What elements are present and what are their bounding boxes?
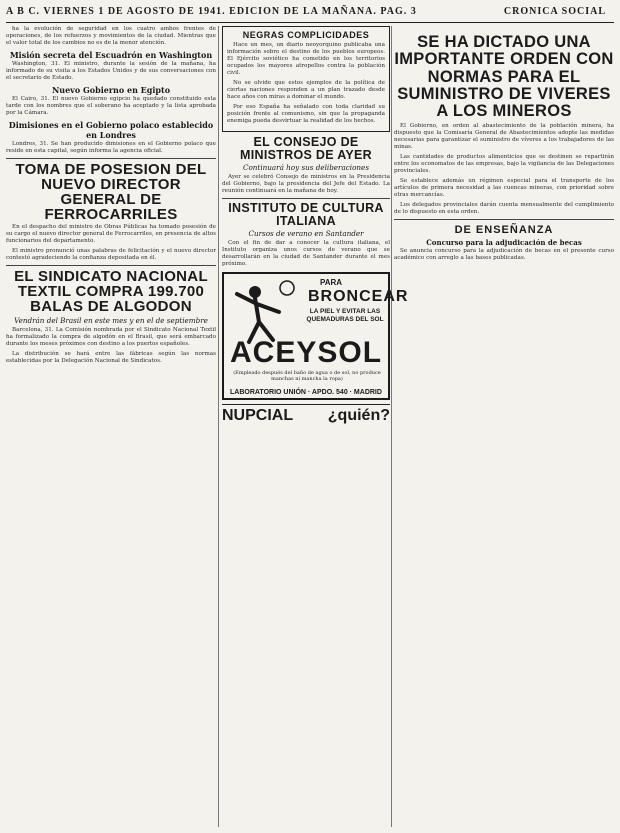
divider	[6, 265, 216, 266]
article-subhead: Misión secreta del Escuadrón en Washington	[9, 50, 213, 60]
article-text: Washington, 31. El ministro, durante la sesión de la mañana, ha informado de su visita a los Estados Unidos y de sus conversaciones con el secretario de Estado.	[6, 61, 216, 81]
article-text: Hace un mes, un diario neoyorquino publicaba una información sobre el destino de los pueblos europeos. El Ejército soviético ha cometido en los territorios ocupados los mayores atropellos contra la población civil.	[227, 42, 385, 76]
column-middle	[222, 26, 409, 827]
divider	[222, 198, 390, 199]
article-text: El Gobierno, en orden al abastecimiento de la población minera, ha dispuesto que la Comisaría General de Abastecimientos adopte las medidas necesarias para garantizar el suministro de víveres a los trabajadores de las minas.	[394, 122, 614, 150]
headline-sindicato-textil: EL SINDICATO NACIONAL TEXTIL COMPRA 199.700 BALAS DE ALGODON	[14, 268, 208, 315]
nupcial-right: ¿quién?	[327, 407, 390, 424]
headline-mineros: SE HA DICTADO UNA IMPORTANTE ORDEN CON NORMAS PARA EL SUMINISTRO DE VIVERES A LOS MINEROS	[394, 33, 614, 121]
aceysol-advertisement	[222, 272, 409, 400]
nupcial-advertisement	[222, 404, 390, 425]
header-section: CRONICA SOCIAL	[503, 6, 606, 17]
page-header	[6, 6, 614, 22]
article-text: Por eso España ha señalado con toda claridad su posición frente al comunismo, sin que la propaganda enemiga pueda desvirtuar la realidad de los hechos.	[227, 104, 385, 124]
article-subtitle: Cursos de verano en Santander	[248, 229, 364, 238]
article-text: En el despacho del ministro de Obras Públicas ha tomado posesión de su cargo el nuevo director general de Ferrocarriles, en presencia de altos funcionarios del departamento.	[6, 224, 216, 244]
article-text: Barcelona, 31. La Comisión nombrada por el Sindicato Nacional Textil ha formalizado la compra de algodón en el Brasil, que será embarcado durante los meses próximos con destino a los puertos españoles.	[6, 327, 216, 347]
article-text: No se olvide que estos ejemplos de la política de ciertas naciones responden a un plan trazado desde hace años con miras a dominar el mundo.	[227, 80, 385, 100]
ad-para: PARA	[320, 278, 343, 287]
article-text: Londres, 31. Se han producido dimisiones en el Gobierno polaco que reside en esta capital, según informa la agencia oficial.	[6, 141, 216, 154]
column-left	[6, 26, 216, 827]
headline-consejo: EL CONSEJO DE MINISTROS DE AYER	[240, 135, 372, 162]
ad-tagline: LA PIEL Y EVITAR LAS QUEMADURAS DEL SOL	[306, 308, 384, 323]
sunbather-illustration-icon	[229, 278, 301, 344]
article-text: El Cairo, 31. El nuevo Gobierno egipcio ha quedado constituido esta tarde con los nombres que el soberano ha aceptado y la lista aprobada por la Cámara.	[6, 96, 216, 116]
article-text: El ministro pronunció unas palabras de felicitación y el nuevo director contestó agradeciendo la confianza depositada en él.	[6, 248, 216, 261]
ad-brand: ACEYSOL	[230, 336, 383, 369]
article-subtitle: Continuará hoy sus deliberaciones	[242, 163, 370, 172]
article-subhead: Dimisiones en el Gobierno polaco establecido en Londres	[8, 120, 214, 140]
headline-instituto: INSTITUTO DE CULTURA ITALIANA	[228, 201, 384, 228]
nupcial-left: NUPCIAL	[222, 407, 294, 424]
article-text: Se establece además un régimen especial para el transporte de los artículos de primera necesidad a las cuencas mineras, con prioridad sobre otras mercancías.	[394, 177, 614, 198]
divider	[6, 158, 216, 159]
article-text: Las cantidades de productos alimenticios que se destinen se repartirán entre los economatos de las empresas, bajo la vigilancia de las Delegaciones provinciales.	[394, 153, 614, 174]
column-divider	[218, 26, 219, 827]
article-text: ha la evolución de seguridad en los cuatro ambos frentes de operaciones, de los refuerzos y movimientos de la ciudad. Mientras que el valor total de los cambios no es de la menor atención.	[6, 26, 216, 46]
column-right	[394, 26, 614, 827]
box-title: NEGRAS COMPLICIDADES	[242, 30, 370, 40]
article-subhead: Concurso para la adjudicación de becas	[426, 237, 582, 247]
headline-ensenanza: DE ENSEÑANZA	[454, 223, 554, 236]
editorial-box	[222, 26, 390, 132]
article-text: Ayer se celebró Consejo de ministros en la Presidencia del Gobierno, bajo la presidencia del Jefe del Estado. La reunión continuará en la mañana de hoy.	[222, 174, 390, 194]
divider	[394, 219, 614, 220]
article-text: La distribución se hará entre las fábricas según las normas establecidas por la Delegación Nacional de Sindicatos.	[6, 351, 216, 364]
article-text: Los delegados provinciales darán cuenta mensualmente del cumplimiento de lo dispuesto en esta orden.	[394, 201, 614, 215]
headline-ferrocarriles: TOMA DE POSESION DEL NUEVO DIRECTOR GENERAL DE FERROCARRILES	[15, 161, 207, 223]
article-subhead: Nuevo Gobierno en Egipto	[51, 85, 171, 95]
ad-headline: BRONCEAR	[308, 288, 409, 305]
ad-footer: LABORATORIO UNIÓN · APDO. 540 · MADRID	[230, 389, 382, 396]
ad-note: (Empleado después del baño de agua o de sol, no produce manchas ni mancha la ropa)	[233, 370, 381, 382]
header-rule	[6, 22, 614, 23]
header-text: A B C. VIERNES 1 DE AGOSTO DE 1941. EDICION DE LA MAÑANA. PAG. 3	[6, 6, 417, 17]
article-text: Con el fin de dar a conocer la cultura italiana, el Instituto organiza unos cursos de verano que se desarrollarán en la ciudad de Santander durante el mes próximo.	[222, 240, 390, 267]
article-text: Se anuncia concurso para la adjudicación de becas en el presente curso académico con arreglo a las bases publicadas.	[394, 247, 614, 261]
article-subtitle: Vendrán del Brasil en este mes y en el de septiembre	[14, 316, 208, 325]
column-divider	[391, 26, 392, 827]
